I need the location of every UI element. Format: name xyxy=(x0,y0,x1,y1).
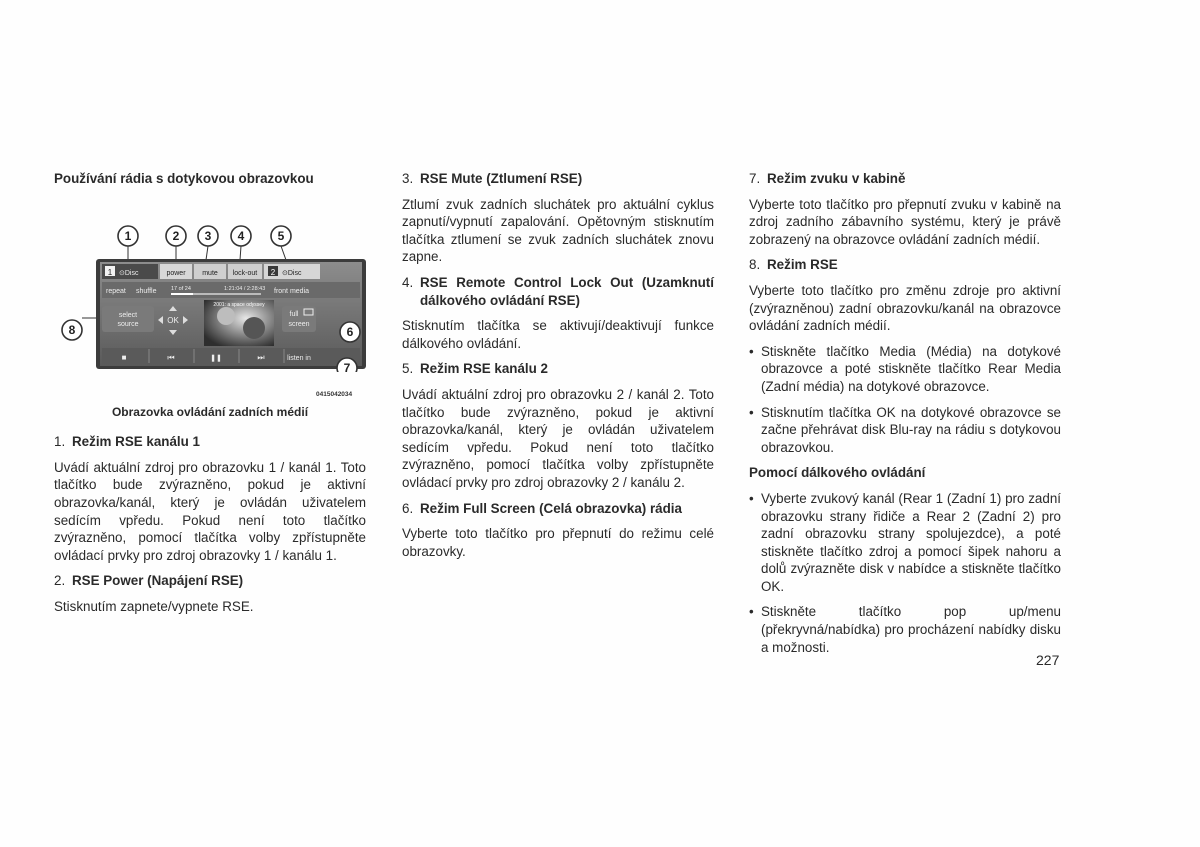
item-2-heading: 2. RSE Power (Napájení RSE) xyxy=(54,573,244,589)
item-6-text: Vyberte toto tlačítko pro přepnutí do režimu celé obrazovky. xyxy=(402,526,714,559)
ok-button[interactable]: OK xyxy=(167,315,179,325)
svg-text:mute: mute xyxy=(202,269,218,277)
svg-text:2: 2 xyxy=(270,267,276,277)
previous-button[interactable]: ⏮ xyxy=(167,352,175,362)
callout-3: 3 xyxy=(204,228,212,243)
page-number: 227 xyxy=(1036,652,1060,668)
item-7-heading: 7. Režim zvuku v kabině xyxy=(749,171,906,186)
svg-text:17 of 24: 17 of 24 xyxy=(171,285,191,292)
bullet-item: • Stisknutím tlačítka OK na dotykové obrazovce se začne přehrávat disk Blu-ray na rádiu s dotykovou obrazovkou. xyxy=(749,404,1061,455)
svg-text:screen: screen xyxy=(288,320,310,328)
svg-text:1: 1 xyxy=(107,267,113,277)
repeat-button[interactable]: repeat xyxy=(106,287,126,295)
svg-text:select: select xyxy=(118,311,138,319)
item-4-heading: 4. RSE Remote Control Lock Out (Uzamknutí dálkového ovládání RSE) xyxy=(402,274,714,308)
figure-caption: Obrazovka ovládání zadních médií xyxy=(111,404,309,419)
item-5-heading: 5. Režim RSE kanálu 2 xyxy=(402,361,549,377)
svg-text:2001: a space odyssey: 2001: a space odyssey xyxy=(213,301,265,308)
front-media-button[interactable]: front media xyxy=(274,287,310,295)
item-8-text: Vyberte toto tlačítko pro změnu zdroje pro aktivní (zvýrazněnou) zadní obrazovku/kanál na obrazovce ovládání zadních médií. xyxy=(749,282,1061,334)
item-1-heading: 1. Režim RSE kanálu 1 xyxy=(54,434,201,450)
item-8-heading: 8. Režim RSE xyxy=(749,257,838,273)
svg-text:full: full xyxy=(289,310,299,318)
remote-heading: Pomocí dálkového ovládání xyxy=(749,465,926,481)
callout-1: 1 xyxy=(124,228,132,243)
item-5-text: Uvádí aktuální zdroj pro obrazovku 2 / kanál 2. Toto tlačítko bude zvýrazněno, pokud je aktivní obrazovka/kanál, který je ovládán uživatelem sedícím vpředu. Pokud není toto tlačítko zvýrazněno, pomocí tlačítka volby zpřístupněte ovládací prvky pro zdroj obrazovky 2 / kanálu 2. xyxy=(402,386,714,490)
stop-button[interactable]: ■ xyxy=(121,352,127,362)
item-7-text: Vyberte toto tlačítko pro přepnutí zvuku v kabině na zdroj zadního zábavního systému, který je právě zobrazený na obrazovce ovládání zadních médií. xyxy=(749,196,1061,247)
bullet-item: • Vyberte zvukový kanál (Rear 1 (Zadní 1) pro zadní obrazovku strany řidiče a Rear 2 (Zadní 2) pro zadní obrazovku strany spolujezdce), a poté stiskněte tlačítko zdroj a pomocí šipek nahoru a dolů zvýrazněte disk v nabídce a stiskněte tlačítko OK. xyxy=(749,490,1061,594)
item-4-text: Stisknutím tlačítka se aktivují/deaktivují funkce dálkového ovládání. xyxy=(402,318,714,351)
item-6-heading: 6. Režim Full Screen (Celá obrazovka) rádia xyxy=(402,500,682,516)
item-3-heading: 3. RSE Mute (Ztlumení RSE) xyxy=(402,171,583,186)
callout-7: 7 xyxy=(343,360,351,372)
pause-button[interactable]: ❚❚ xyxy=(210,354,222,362)
svg-text:⊙Disc: ⊙Disc xyxy=(282,269,302,277)
section-heading: Používání rádia s dotykovou obrazovkou xyxy=(54,171,314,186)
select-source-button[interactable] xyxy=(102,306,154,332)
svg-text:1:21:04 / 2:28:43: 1:21:04 / 2:28:43 xyxy=(224,285,266,292)
callout-4: 4 xyxy=(237,228,245,243)
column-3 xyxy=(749,170,1061,664)
bullet-item: • Stiskněte tlačítko Media (Média) na dotykové obrazovce a poté stiskněte tlačítko Rear Media (Zadní média) na dotykové obrazovce. xyxy=(749,343,1061,394)
svg-text:source: source xyxy=(117,320,139,328)
item-1-text: Uvádí aktuální zdroj pro obrazovku 1 / kanál 1. Toto tlačítko bude zvýrazněno, pokud je aktivní obrazovka/kanál, který je ovládán uživatelem sedícím vpředu. Pokud není toto tlačítko zvýrazněno, pomocí tlačítka volby zpřístupněte ovládací prvky pro zdroj obrazovky 1 / kanálu 1. xyxy=(54,459,366,563)
callout-2: 2 xyxy=(172,228,180,243)
item-3-text: Ztlumí zvuk zadních sluchátek pro aktuální cyklus zapnutí/vypnutí zapalování. Opětovným stisknutím tlačítka ztlumení se zvuk zadních sluchátek znovu zapne. xyxy=(402,196,714,265)
figure-code: 0415042034 xyxy=(316,390,353,398)
svg-text:power: power xyxy=(166,269,186,277)
listen-in-button[interactable]: listen in xyxy=(287,354,311,362)
item-2-text: Stisknutím zapnete/vypnete RSE. xyxy=(54,598,254,614)
callout-8: 8 xyxy=(68,322,76,337)
shuffle-button[interactable]: shuffle xyxy=(136,287,157,295)
column-2 xyxy=(402,170,714,568)
rse-screen-illustration xyxy=(54,196,366,372)
next-button[interactable]: ⏭ xyxy=(257,352,265,362)
callout-6: 6 xyxy=(346,324,354,339)
column-1 xyxy=(54,170,366,624)
svg-text:⊙Disc: ⊙Disc xyxy=(119,269,139,277)
bullet-item: • Stiskněte tlačítko pop up/menu (překryvná/nabídka) pro procházení nabídky disku a možnosti. xyxy=(749,604,1061,655)
svg-text:lock-out: lock-out xyxy=(232,269,258,277)
rse-screen-figure xyxy=(54,196,366,398)
full-screen-button[interactable] xyxy=(282,306,316,332)
callout-5: 5 xyxy=(277,228,285,243)
